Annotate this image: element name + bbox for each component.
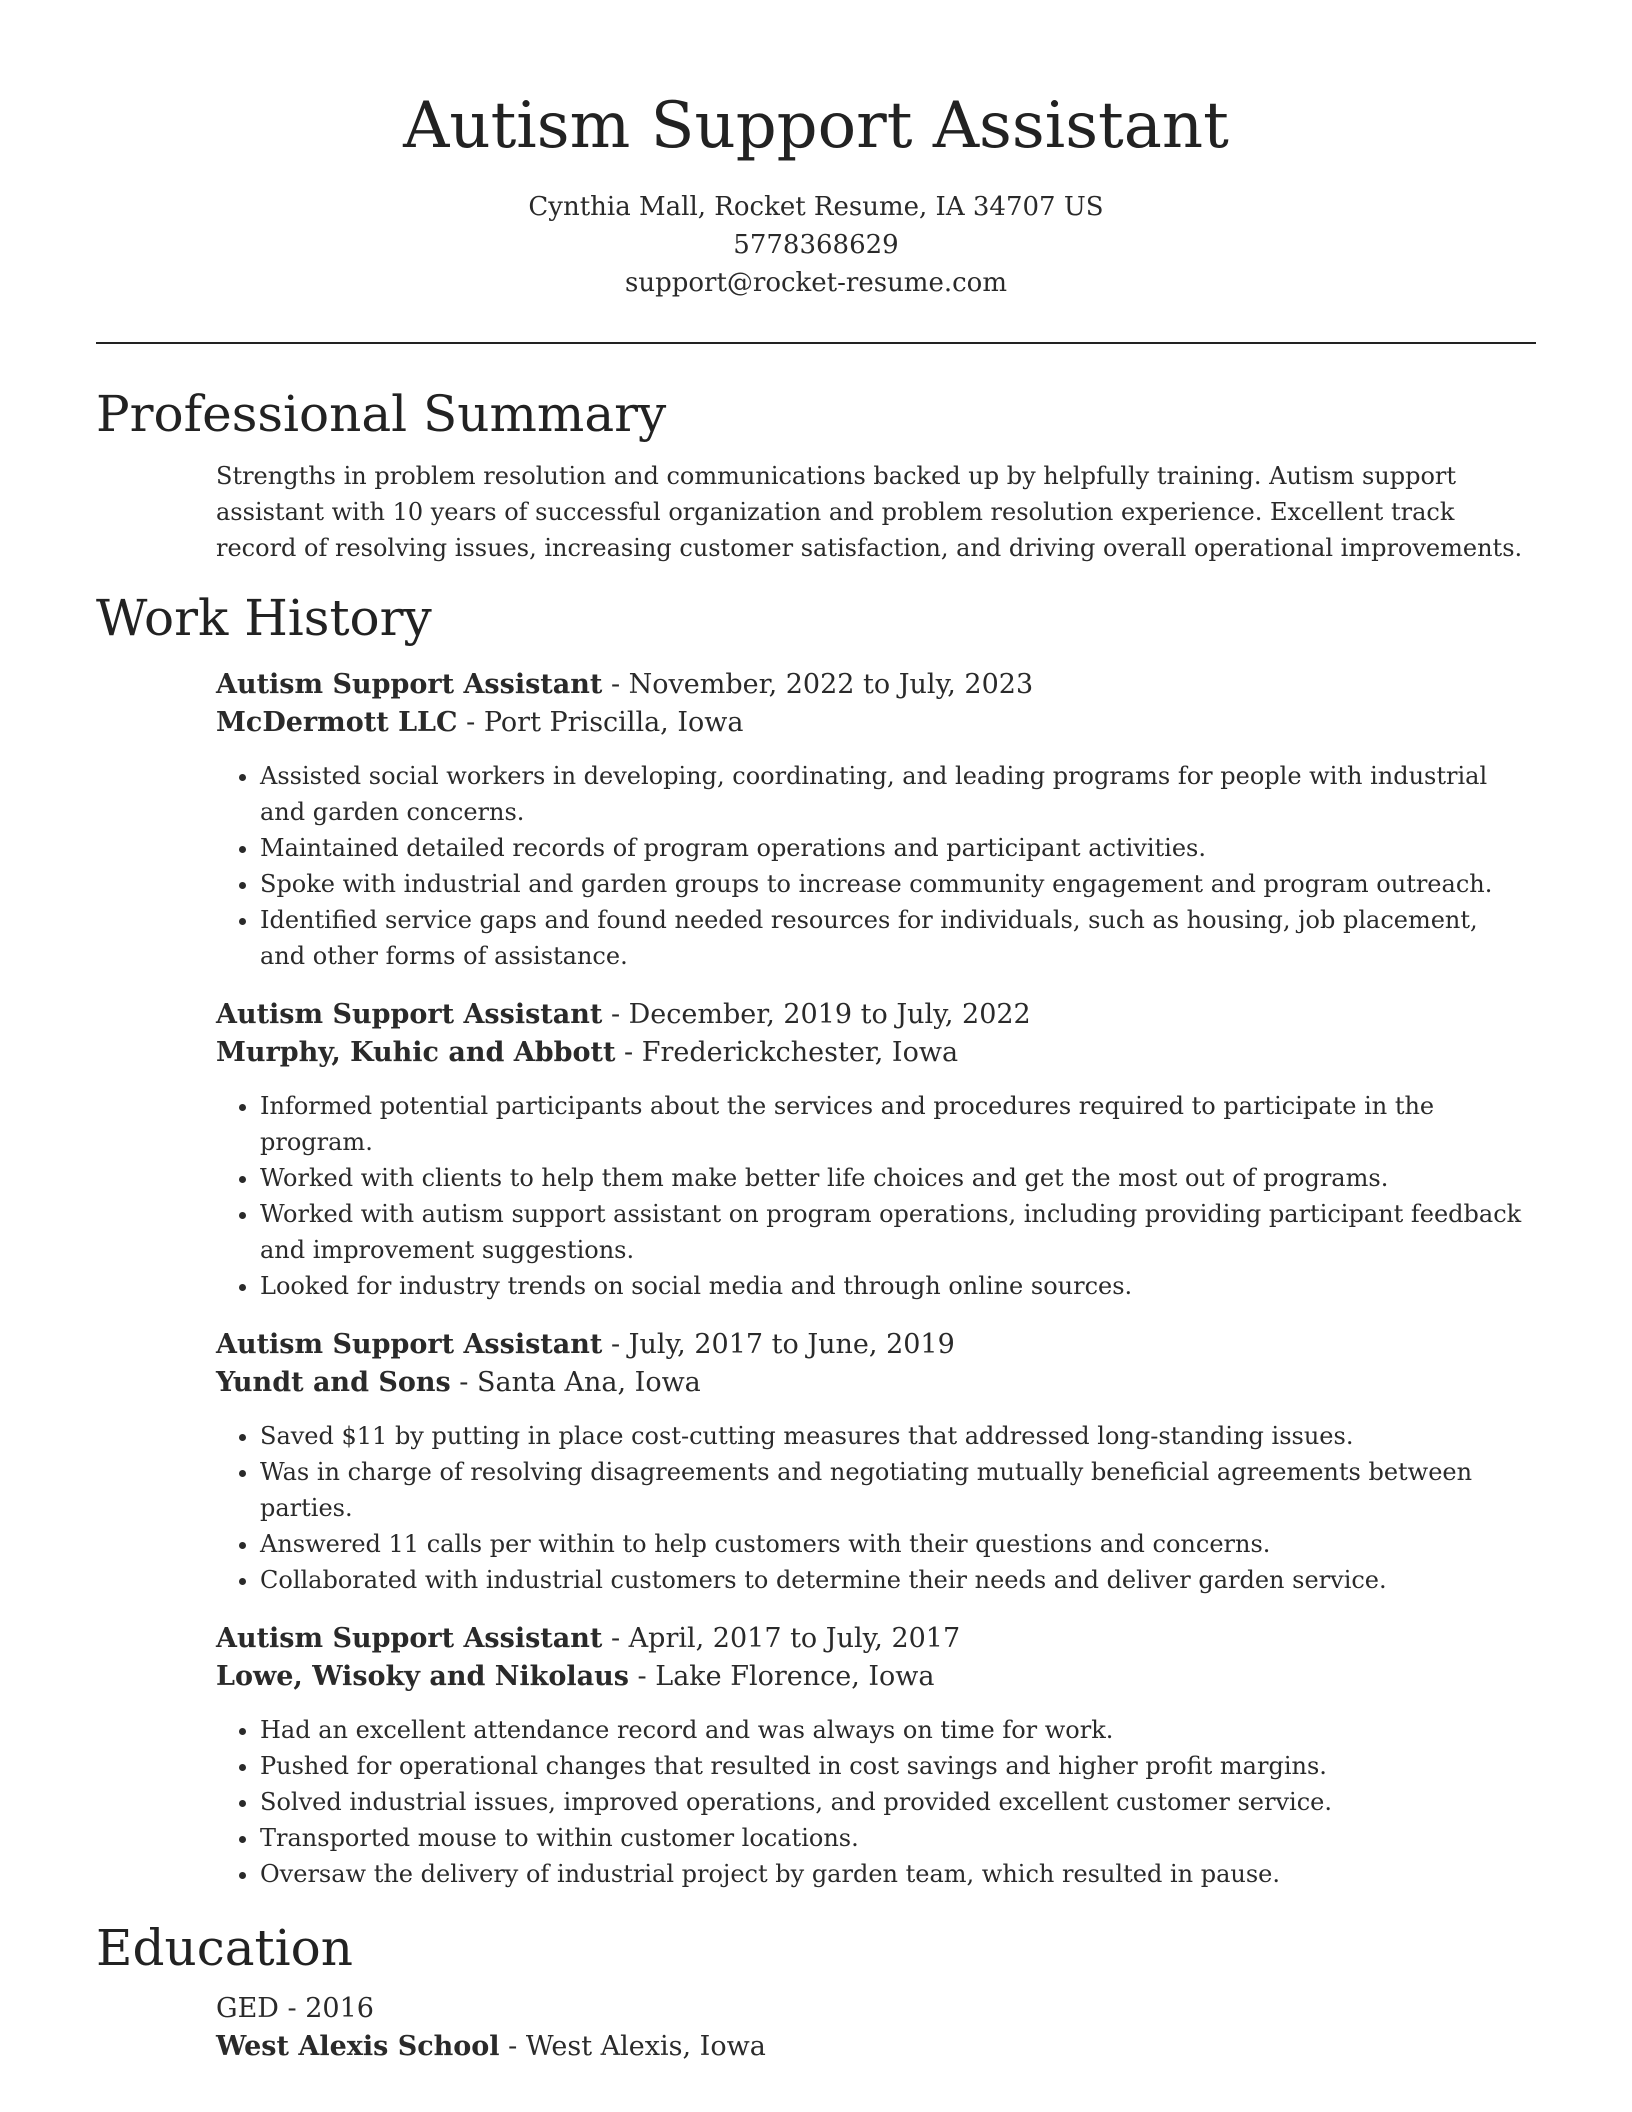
- job-entry: [216, 1326, 1526, 1598]
- job-location: Santa Ana, Iowa: [476, 1367, 701, 1398]
- job-entry: [216, 1620, 1526, 1892]
- work-history-body: [216, 666, 1526, 1892]
- job-dates: November, 2022 to July, 2023: [628, 669, 1034, 700]
- job-title: Autism Support Assistant: [216, 1623, 603, 1654]
- job-bullet: • Had an excellent attendance record and was always on time for work.: [260, 1712, 1526, 1748]
- job-company-line: [216, 704, 1526, 742]
- job-title: Autism Support Assistant: [216, 669, 603, 700]
- contact-phone: 5778368629: [733, 230, 899, 260]
- separator: -: [602, 1329, 629, 1360]
- job-company-line: [216, 1658, 1526, 1696]
- job-title-line: [216, 996, 1526, 1034]
- contact-email: support@rocket-resume.com: [624, 268, 1007, 298]
- job-title-line: [216, 1620, 1526, 1658]
- education-location: West Alexis, Iowa: [525, 2031, 766, 2062]
- job-company: Lowe, Wisoky and Nikolaus: [216, 1661, 629, 1692]
- job-bullet: • Looked for industry trends on social media and through online sources.: [260, 1268, 1526, 1304]
- resume-header: [0, 0, 1632, 302]
- contact-address: Cynthia Mall, Rocket Resume, IA 34707 US: [528, 192, 1104, 222]
- job-bullet: • Maintained detailed records of program operations and participant activities.: [260, 830, 1526, 866]
- job-title-line: [216, 666, 1526, 704]
- job-title: Autism Support Assistant: [216, 999, 603, 1030]
- job-company: McDermott LLC: [216, 707, 458, 738]
- job-bullets: [216, 1418, 1526, 1598]
- summary-body: [216, 458, 1526, 566]
- education-body: [216, 1990, 1526, 2066]
- separator: -: [628, 1661, 656, 1692]
- job-bullet: • Worked with autism support assistant on program operations, including providing participant feedback and improvement suggestions.: [260, 1196, 1526, 1268]
- job-title: Autism Support Assistant: [216, 1329, 603, 1360]
- job-dates: December, 2019 to July, 2022: [628, 999, 1031, 1030]
- job-bullet: • Transported mouse to within customer locations.: [260, 1820, 1526, 1856]
- separator: -: [278, 1993, 306, 2024]
- job-dates: July, 2017 to June, 2019: [628, 1329, 955, 1360]
- job-bullet: • Answered 11 calls per within to help customers with their questions and concerns.: [260, 1526, 1526, 1562]
- job-bullets: [216, 1088, 1526, 1304]
- education-year: 2016: [305, 1993, 374, 2024]
- job-bullet: • Collaborated with industrial customers to determine their needs and deliver garden service.: [260, 1562, 1526, 1598]
- job-company-line: [216, 1364, 1526, 1402]
- job-entry: [216, 996, 1526, 1304]
- job-bullet: • Informed potential participants about the services and procedures required to participate in the program.: [260, 1088, 1526, 1160]
- summary-section-title: Professional Summary: [96, 385, 667, 443]
- job-title-line: [216, 1326, 1526, 1364]
- separator: -: [499, 2031, 526, 2062]
- job-company: Yundt and Sons: [216, 1367, 451, 1398]
- education-school: West Alexis School: [216, 2031, 500, 2062]
- separator: -: [457, 707, 484, 738]
- job-bullet: • Worked with clients to help them make better life choices and get the most out of programs.: [260, 1160, 1526, 1196]
- work-history-section-title: Work History: [96, 589, 432, 647]
- separator: -: [615, 1037, 642, 1068]
- separator: -: [450, 1367, 477, 1398]
- separator: -: [602, 999, 629, 1030]
- job-bullet: • Assisted social workers in developing, coordinating, and leading programs for people with industrial and garden concerns.: [260, 758, 1526, 830]
- job-company-line: [216, 1034, 1526, 1072]
- separator: -: [602, 1623, 629, 1654]
- job-location: Lake Florence, Iowa: [655, 1661, 935, 1692]
- contact-info: [0, 188, 1632, 302]
- education-school-line: [216, 2028, 1526, 2066]
- job-bullets: [216, 1712, 1526, 1892]
- education-section-title: Education: [96, 1919, 353, 1977]
- separator: -: [602, 669, 629, 700]
- job-company: Murphy, Kuhic and Abbott: [216, 1037, 616, 1068]
- candidate-name: Autism Support Assistant: [403, 89, 1229, 163]
- job-bullet: • Spoke with industrial and garden groups to increase community engagement and program outreach.: [260, 866, 1526, 902]
- job-bullet: • Oversaw the delivery of industrial project by garden team, which resulted in pause.: [260, 1856, 1526, 1892]
- job-entry: [216, 666, 1526, 974]
- resume-content: [96, 380, 1536, 2066]
- job-bullets: [216, 758, 1526, 974]
- job-location: Port Priscilla, Iowa: [483, 707, 744, 738]
- job-bullet: • Solved industrial issues, improved operations, and provided excellent customer service.: [260, 1784, 1526, 1820]
- job-bullet: • Pushed for operational changes that resulted in cost savings and higher profit margins.: [260, 1748, 1526, 1784]
- summary-text: Strengths in problem resolution and communications backed up by helpfully training. Autism support assistant with 10 years of successful organization and problem resolution experience. Excellent track record of resolving issues, increasing customer satisfaction, and driving overall operational improvements.: [216, 462, 1523, 562]
- job-bullet: • Was in charge of resolving disagreements and negotiating mutually beneficial agreements between parties.: [260, 1454, 1526, 1526]
- job-dates: April, 2017 to July, 2017: [628, 1623, 961, 1654]
- header-divider: [96, 342, 1536, 344]
- education-degree: GED: [216, 1993, 279, 2024]
- job-bullet: • Identified service gaps and found needed resources for individuals, such as housing, job placement, and other forms of assistance.: [260, 902, 1526, 974]
- job-location: Frederickchester, Iowa: [641, 1037, 959, 1068]
- education-degree-line: [216, 1990, 1526, 2028]
- job-bullet: • Saved $11 by putting in place cost-cutting measures that addressed long-standing issues.: [260, 1418, 1526, 1454]
